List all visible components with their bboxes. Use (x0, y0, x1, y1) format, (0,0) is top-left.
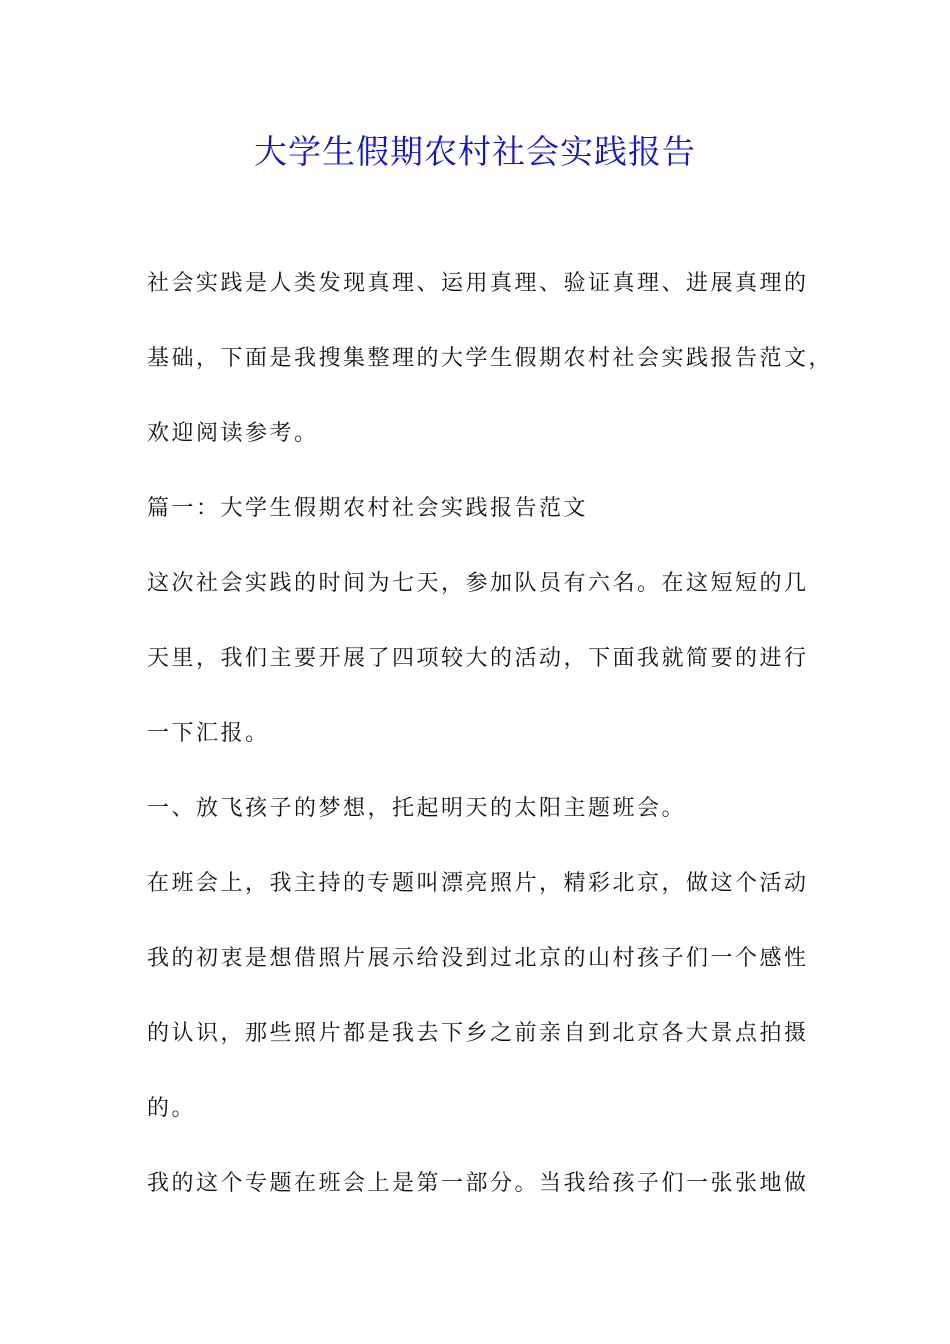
paragraph-line: 天里，我们主要开展了四项较大的活动，下面我就简要的进行 (147, 646, 809, 671)
section-heading: 篇一：大学生假期农村社会实践报告范文 (147, 496, 589, 521)
paragraph-line: 我的初衷是想借照片展示给没到过北京的山村孩子们一个感性 (147, 946, 809, 971)
paragraph-line: 一下汇报。 (147, 721, 270, 746)
paragraph-line: 社会实践是人类发现真理、运用真理、验证真理、进展真理的 (147, 271, 809, 296)
paragraph-line: 这次社会实践的时间为七天，参加队员有六名。在这短短的几 (147, 571, 809, 596)
document-title: 大学生假期农村社会实践报告 (254, 132, 696, 171)
paragraph-line: 我的这个专题在班会上是第一部分。当我给孩子们一张张地做 (147, 1171, 809, 1196)
paragraph-line: 欢迎阅读参考。 (147, 421, 319, 446)
subsection-heading: 一、放飞孩子的梦想，托起明天的太阳主题班会。 (147, 796, 687, 821)
paragraph-line: 在班会上，我主持的专题叫漂亮照片，精彩北京，做这个活动 (147, 871, 809, 896)
paragraph-line: 的。 (147, 1096, 197, 1121)
paragraph-line: 的认识，那些照片都是我去下乡之前亲自到北京各大景点拍摄 (147, 1021, 809, 1046)
paragraph-line: 基础，下面是我搜集整理的大学生假期农村社会实践报告范文， (147, 346, 834, 371)
